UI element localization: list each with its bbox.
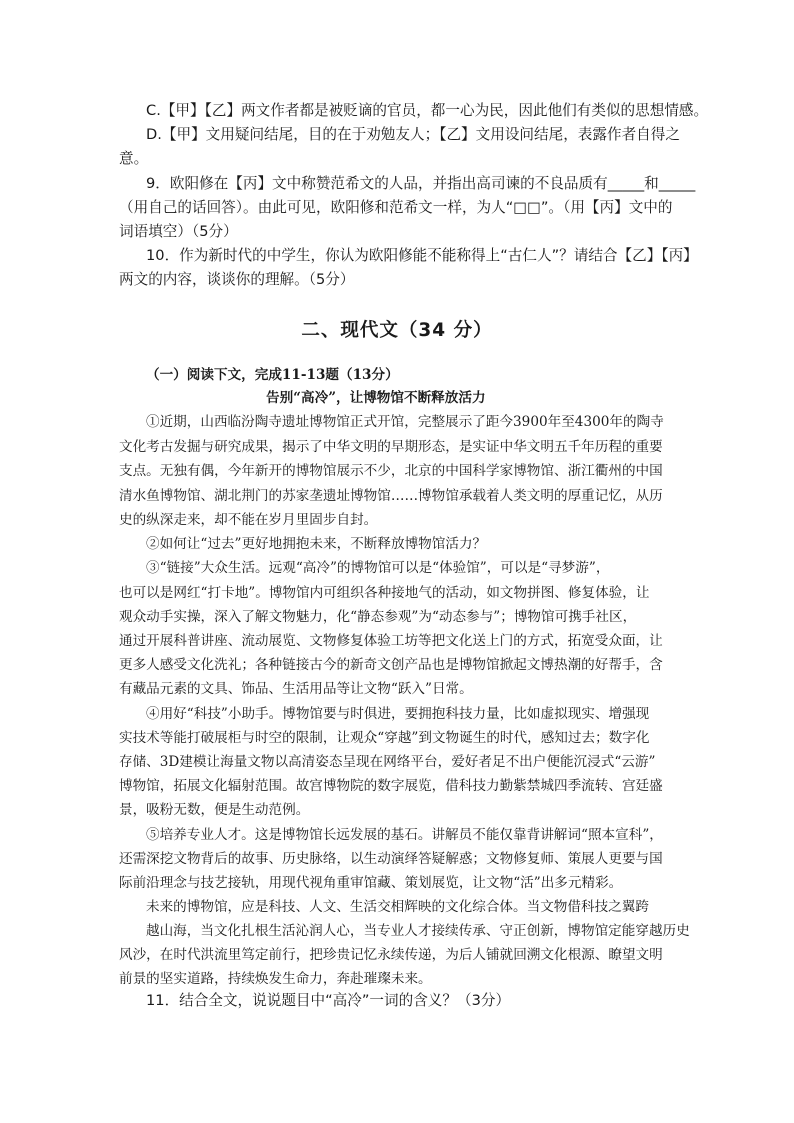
question-9-line3: 词语填空）（5分） xyxy=(119,223,238,240)
para-line: 也可以是网红“打卡地”。博物馆内可组织各种接地气的活动，如文物拼图、修复体验，让 xyxy=(119,585,650,601)
para-1: ①近期，山西临汾陶寺遗址博物馆正式开馆，完整展示了距今3900年至4300年的陶寺 xyxy=(146,414,664,430)
para-line: 景，吸粉无数，便是生动范例。 xyxy=(119,802,310,818)
question-9: 9．欧阳修在【丙】文中称赞范希文的人品，并指出高司谏的不良品质有_____和_____ xyxy=(146,175,696,192)
article-title: 告别“高冷”，让博物馆不断释放活力 xyxy=(266,390,486,406)
para-line: 支点。无独有偶，今年新开的博物馆展示不少，北京的中国科学家博物馆、浙江衢州的中国 xyxy=(119,463,663,479)
para-line: 观众动手实操，深入了解文物魅力，化“静态参观”为“动态参与”；博物馆可携手社区， xyxy=(119,609,637,625)
option-c: C.【甲】【乙】两文作者都是被贬谪的官员，都一心为民，因此他们有类似的思想情感。 xyxy=(146,102,709,119)
para-5: ⑤培养专业人才。这是博物馆长远发展的基石。讲解员不能仅靠背讲解词“照本宣科”， xyxy=(146,827,663,843)
para-line: 更多人感受文化洗礼；各种链接古今的新奇文创产品也是博物馆掀起文博热潮的好帮手，含 xyxy=(119,657,663,673)
para-line: 有藏品元素的文具、饰品、生活用品等让文物“跃入”日常。 xyxy=(119,681,473,697)
para-line: 前景的坚实道路，持续焕发生命力，奔赴璀璨未来。 xyxy=(119,971,432,987)
option-d-continued: 意。 xyxy=(119,150,149,167)
question-10-line2: 两文的内容，谈谈你的理解。（5分） xyxy=(119,271,355,288)
para-6: 未来的博物馆，应是科技、人文、生活交相辉映的文化综合体。当文物借科技之翼跨 xyxy=(146,899,649,915)
question-11: 11．结合全文，说说题目中“高冷”一词的含义？（3分） xyxy=(146,992,511,1009)
para-3: ③“链接”大众生活。远观“高冷”的博物馆可以是“体验馆”，可以是“寻梦游”， xyxy=(146,560,610,576)
section-title: 二、现代文（34 分） xyxy=(301,320,493,341)
question-10: 10．作为新时代的中学生，你认为欧阳修能不能称得上“古仁人”？请结合【乙】【丙】 xyxy=(146,247,698,264)
para-line: 实技术等能打破展柜与时空的限制，让观众“穿越”到文物诞生的时代，感知过去；数字化 xyxy=(119,730,650,746)
para-line: 文化考古发掘与研究成果，揭示了中华文明的早期形态，是实证中华文明五千年历程的重要 xyxy=(119,439,663,455)
para-line: 还需深挖文物背后的故事、历史脉络，以生动演绎答疑解惑；文物修复师、策展人更要与国 xyxy=(119,851,663,867)
question-9-line2: （用自己的话回答）。由此可见，欧阳修和范希文一样，为人“□□”。（用【丙】文中的 xyxy=(119,199,673,216)
para-2: ②如何让“过去”更好地拥抱未来，不断释放博物馆活力？ xyxy=(146,536,487,552)
option-d: D.【甲】文用疑问结尾，目的在于劝勉友人；【乙】文用设问结尾，表露作者自得之 xyxy=(146,126,680,143)
para-line: 博物馆，拓展文化辐射范围。故宫博物院的数字展览，借科技力勤紫禁城四季流转、宫廷盛 xyxy=(119,778,663,794)
para-4: ④用好“科技”小助手。博物馆要与时俱进，要拥抱科技力量，比如虚拟现实、增强现 xyxy=(146,706,650,722)
para-line: 风沙，在时代洪流里笃定前行，把珍贵记忆永续传递，为后人铺就回溯文化根源、瞭望文明 xyxy=(119,947,663,963)
para-line: 通过开展科普讲座、流动展览、文物修复体验工坊等把文化送上门的方式，拓宽受众面，让 xyxy=(119,633,663,649)
para-line: 清水鱼博物馆、湖北荆门的苏家垄遗址博物馆……博物馆承载着人类文明的厚重记忆，从历 xyxy=(119,488,663,504)
para-line: 际前沿理念与技艺接轨，用现代视角重审馆藏、策划展览，让文物“活”出多元精彩。 xyxy=(119,875,623,891)
para-line: 史的纵深走来，却不能在岁月里固步自封。 xyxy=(119,512,378,528)
para-line: 存储、3D建模让海量文物以高清姿态呈现在网络平台，爱好者足不出户便能沉浸式“云游” xyxy=(119,754,656,770)
para-7: 越山海，当文化扎根生活沁润人心，当专业人才接续传承、守正创新，博物馆定能穿越历史 xyxy=(146,923,690,939)
reading-instruction: （一）阅读下文，完成11-13题（13分） xyxy=(146,367,399,383)
